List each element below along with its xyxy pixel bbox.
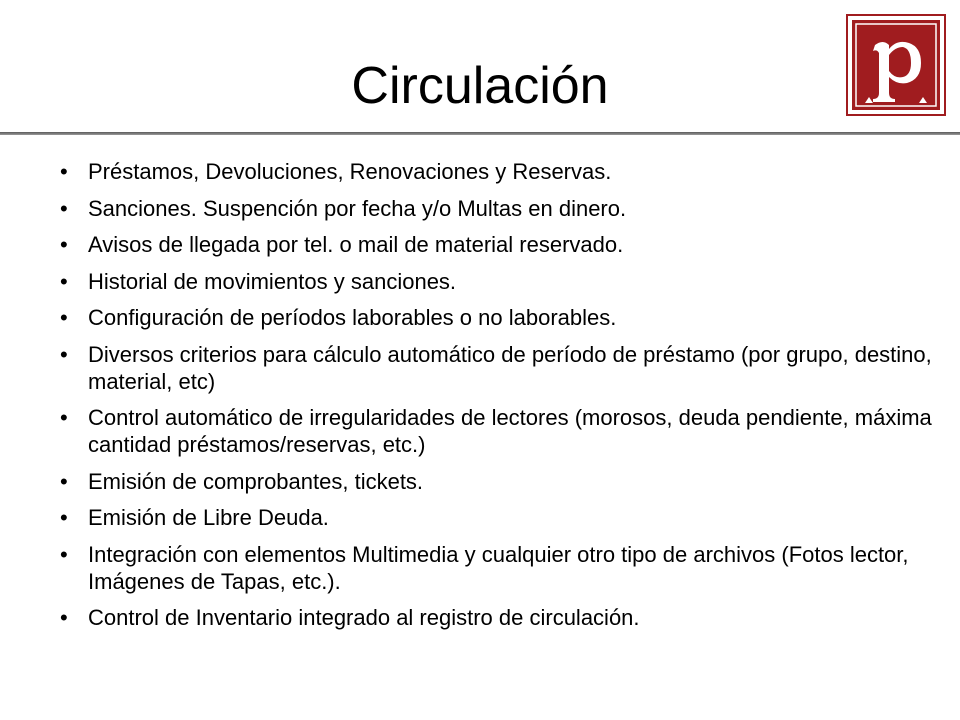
bullet-icon: • (60, 341, 68, 367)
list-item (60, 158, 940, 185)
list-item-text: Préstamos, Devoluciones, Renovaciones y Reservas. (88, 159, 612, 184)
p-letter-logo-icon (846, 14, 946, 116)
bullet-icon: • (60, 505, 68, 530)
list-item (60, 468, 940, 495)
bullet-icon: • (60, 232, 68, 257)
list-item-text: Integración con elementos Multimedia y cualquier otro tipo de archivos (Fotos lector, Imágenes de Tapas, etc.). (88, 541, 909, 594)
logo-graphic (851, 19, 941, 111)
list-item (60, 404, 940, 458)
list-item (60, 604, 940, 631)
slide-title: Circulación (351, 57, 609, 115)
list-item (60, 195, 940, 222)
list-item-text: Avisos de llegada por tel. o mail de material reservado. (88, 232, 624, 257)
bullet-list (60, 158, 940, 641)
list-item (60, 304, 940, 331)
title-divider (0, 132, 960, 135)
bullet-icon: • (60, 405, 68, 430)
bullet-icon: • (60, 268, 68, 294)
list-item-text: Control automático de irregularidades de lectores (morosos, deuda pendiente, máxima cantidad préstamos/reservas, etc.) (88, 405, 932, 457)
list-item-text: Sanciones. Suspención por fecha y/o Multas en dinero. (88, 195, 627, 221)
list-item-text: Emisión de comprobantes, tickets. (88, 468, 424, 494)
list-item (60, 231, 940, 258)
list-item (60, 504, 940, 531)
list-item-text: Configuración de períodos laborables o no laborables. (88, 305, 617, 330)
bullet-icon: • (60, 195, 68, 221)
list-item-text: Control de Inventario integrado al registro de circulación. (88, 605, 640, 630)
list-item (60, 268, 940, 295)
bullet-icon: • (60, 468, 68, 494)
bullet-icon: • (60, 605, 68, 630)
list-item-text: Emisión de Libre Deuda. (88, 505, 329, 530)
list-item-text: Historial de movimientos y sanciones. (88, 268, 457, 294)
bullet-icon: • (60, 159, 68, 184)
bullet-icon: • (60, 305, 68, 330)
list-item (60, 341, 940, 395)
bullet-icon: • (60, 541, 68, 567)
list-item-text: Diversos criterios para cálculo automático de período de préstamo (por grupo, destino, material, etc) (88, 341, 932, 394)
list-item (60, 541, 940, 595)
